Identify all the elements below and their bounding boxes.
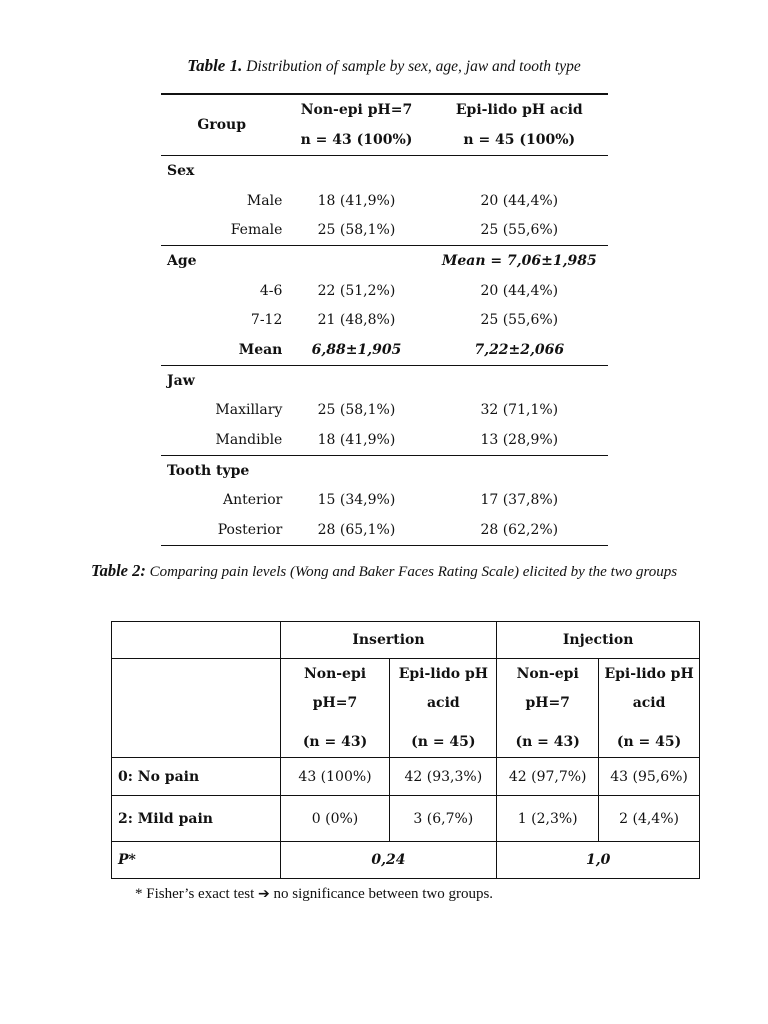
footnote-test: * Fisher’s exact test: [135, 886, 255, 902]
table2-subheader-insertion-nonepi: Non-epi pH=7 (n = 43): [280, 659, 390, 758]
table2-subheader-injection-epilido: Epi-lido pH acid (n = 45): [599, 659, 700, 758]
footnote-conclusion: no significance between two groups.: [273, 886, 494, 902]
table1-caption-text: Distribution of sample by sex, age, jaw and tooth type: [246, 58, 581, 75]
table2-caption: [91, 561, 701, 582]
table1-caption: [0, 56, 768, 76]
table2-subheader-insertion-epilido: Epi-lido pH acid (n = 45): [390, 659, 497, 758]
table1-caption-label: Table 1.: [187, 56, 243, 75]
table2-group-header-row: [112, 622, 700, 659]
table2-header-injection: Injection: [497, 622, 700, 659]
table-row: Anterior 15 (34,9%) 17 (37,8%): [223, 492, 559, 509]
table1-section-tooth-type: Tooth type: [161, 455, 608, 485]
table2: [111, 621, 700, 879]
table1: [161, 93, 608, 546]
table-row: Posterior 28 (65,1%) 28 (62,2%): [161, 515, 608, 545]
table-row: 2: Mild pain 0 (0%) 3 (6,7%) 1 (2,3%) 2 (4,4%): [112, 796, 700, 842]
table1-section-sex: Sex: [167, 162, 195, 179]
arrow-right-icon: ➔: [258, 886, 270, 902]
table1-header-group: Group: [161, 94, 282, 156]
table1-header-col2: Non-epi pH=7 n = 43 (100%): [282, 94, 430, 156]
table2-p-label: P*: [112, 842, 281, 879]
table-row: Male 18 (41,9%) 20 (44,4%): [246, 192, 559, 209]
table-row: 4-6 22 (51,2%) 20 (44,4%): [259, 282, 559, 299]
table-row: 0: No pain 43 (100%) 42 (93,3%) 42 (97,7%) 43 (95,6%): [112, 758, 700, 796]
table1-header-col3: Epi-lido pH acid n = 45 (100%): [431, 94, 608, 156]
table2-caption-text: Comparing pain levels (Wong and Baker Faces Rating Scale) elicited by the two groups: [149, 564, 678, 580]
table-row: 7-12 21 (48,8%) 25 (55,6%): [250, 312, 559, 329]
table1-overall-mean: Mean = 7,06±1,985: [431, 246, 608, 276]
table-row: Female 25 (58,1%) 25 (55,6%): [230, 222, 559, 239]
table2-p-injection: 1,0: [497, 842, 700, 879]
table2-p-row: [112, 842, 700, 879]
table-row: Mandible 18 (41,9%) 13 (28,9%): [215, 432, 559, 449]
table-row: Mean 6,88±1,905 7,22±2,066: [238, 341, 565, 358]
table1-header-row: [161, 94, 608, 156]
table1-section-jaw: Jaw: [161, 365, 608, 395]
table2-subheader-row: [112, 659, 700, 758]
table2-header-insertion: Insertion: [280, 622, 497, 659]
footnote: [135, 886, 493, 903]
table-row: Maxillary 25 (58,1%) 32 (71,1%): [215, 402, 559, 419]
table2-subheader-injection-nonepi: Non-epi pH=7 (n = 43): [497, 659, 599, 758]
table1-section-age: Age Mean = 7,06±1,985: [161, 246, 608, 276]
table2-p-insertion: 0,24: [280, 842, 497, 879]
table2-caption-label: Table 2:: [91, 561, 146, 580]
